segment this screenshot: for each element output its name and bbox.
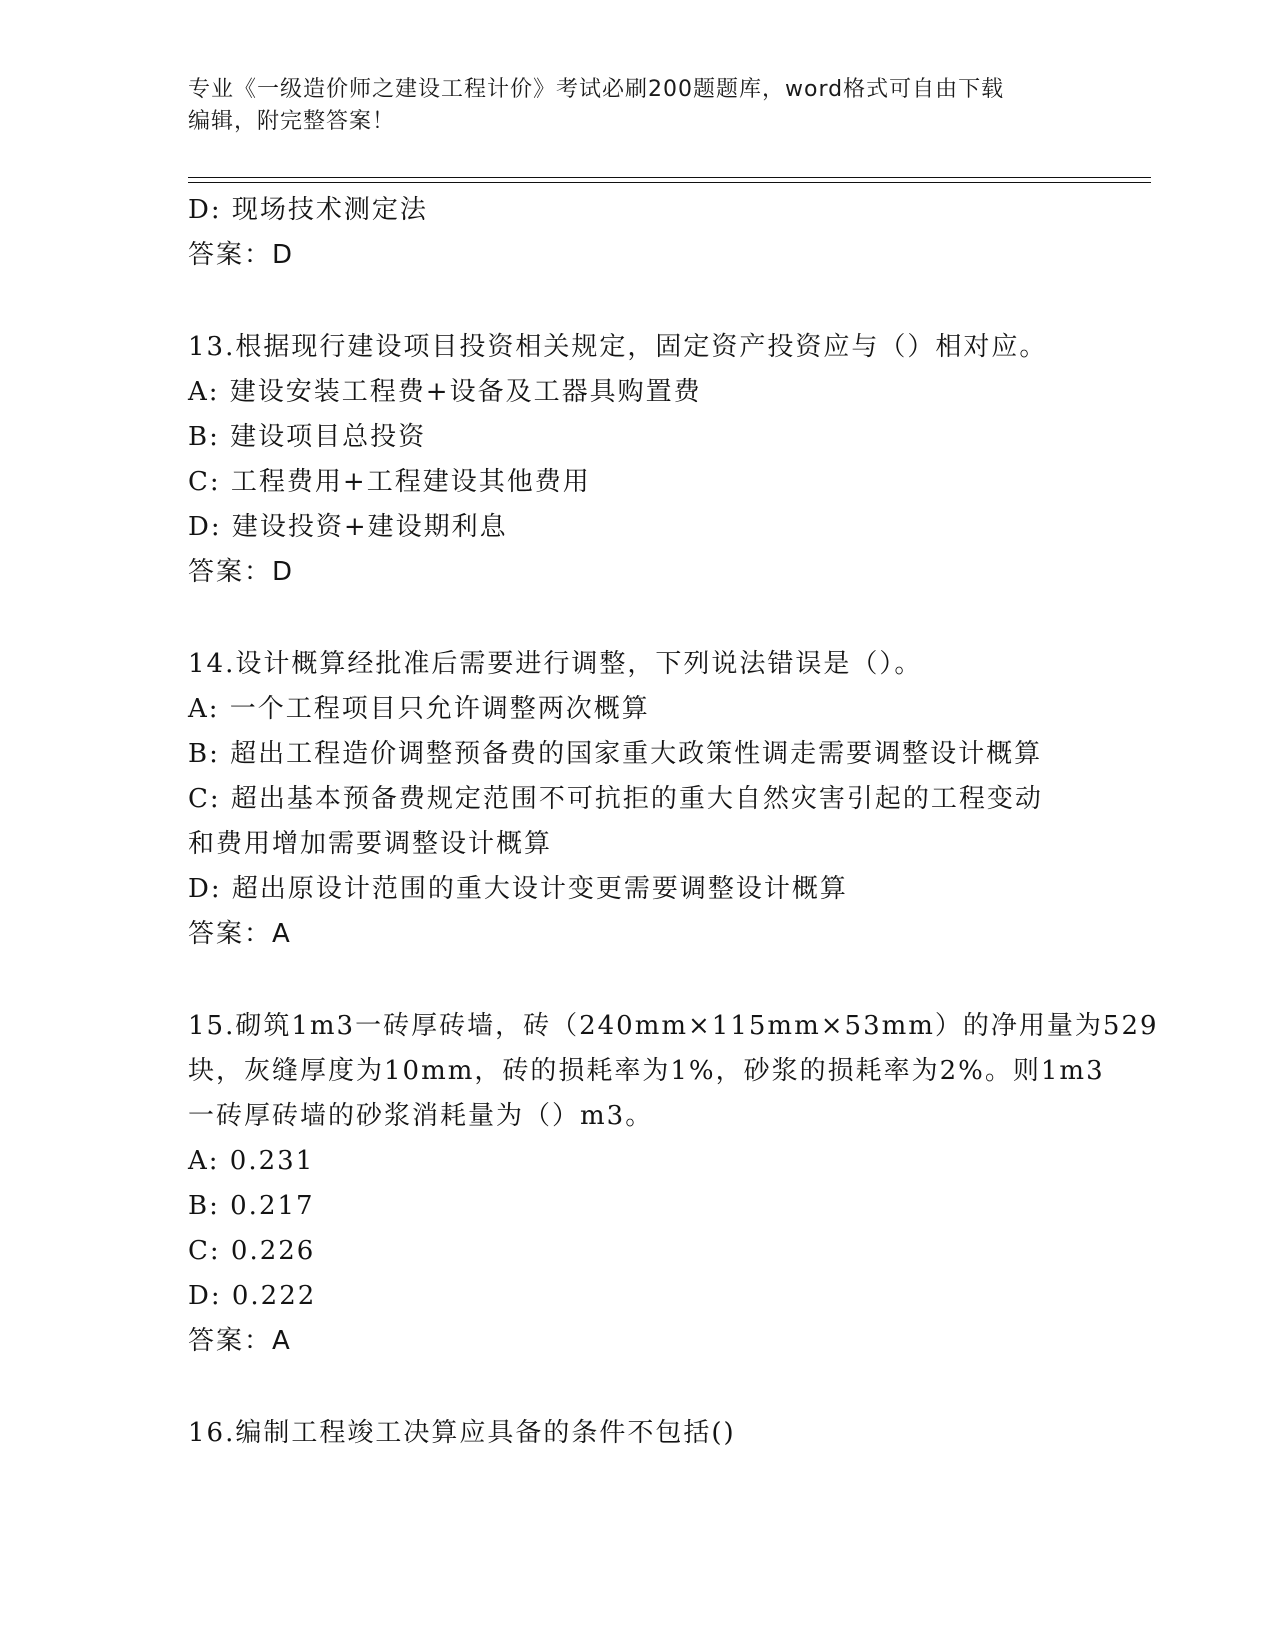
option-b: B: 超出工程造价调整预备费的国家重大政策性调走需要调整设计概算: [188, 739, 1043, 769]
spacer: [188, 595, 1088, 642]
document-header: [188, 74, 1088, 138]
previous-question-tail: [188, 188, 1088, 278]
question-text-line-2: 块，灰缝厚度为10mm，砖的损耗率为1%，砂浆的损耗率为2%。则1m3: [188, 1056, 1105, 1086]
question-text: 13.根据现行建设项目投资相关规定，固定资产投资应与（）相对应。: [188, 332, 1048, 362]
option-c: C: 工程费用+工程建设其他费用: [188, 467, 591, 497]
option-c-line-1: C: 超出基本预备费规定范围不可抗拒的重大自然灾害引起的工程变动: [188, 784, 1043, 814]
option-c-line-2: 和费用增加需要调整设计概算: [188, 829, 553, 859]
question-14: [188, 642, 1088, 957]
question-text-line-1: 15.砌筑1m3一砖厚砖墙，砖（240mm×115mm×53mm）的净用量为529: [188, 1011, 1159, 1041]
option-a: A: 一个工程项目只允许调整两次概算: [188, 694, 650, 724]
question-text: 14.设计概算经批准后需要进行调整，下列说法错误是（）。: [188, 649, 923, 679]
header-line-1: 专业《一级造价师之建设工程计价》考试必刷200题题库，word格式可自由下载: [188, 77, 1005, 102]
option-d: D: 建设投资+建设期利息: [188, 512, 508, 542]
option-b: B: 0.217: [188, 1191, 315, 1221]
answer-line: 答案：D: [188, 557, 295, 587]
question-16: [188, 1411, 1088, 1456]
answer-line: 答案：A: [188, 919, 292, 949]
question-text-line-3: 一砖厚砖墙的砂浆消耗量为（）m3。: [188, 1101, 654, 1131]
header-rule-top: [188, 177, 1151, 178]
question-text: 16.编制工程竣工决算应具备的条件不包括(): [188, 1418, 736, 1448]
question-15: [188, 1004, 1159, 1364]
option-d: D: 0.222: [188, 1281, 317, 1311]
option-d: D: 现场技术测定法: [188, 195, 428, 225]
spacer: [188, 1364, 1088, 1411]
header-line-2: 编辑，附完整答案！: [188, 109, 396, 134]
option-b: B: 建设项目总投资: [188, 422, 427, 452]
header-rule-bottom: [188, 182, 1151, 183]
spacer: [188, 957, 1088, 1004]
answer-line: 答案：A: [188, 1326, 292, 1356]
spacer: [188, 278, 1088, 325]
question-13: [188, 325, 1088, 595]
answer-line: 答案：D: [188, 240, 295, 270]
option-d: D: 超出原设计范围的重大设计变更需要调整设计概算: [188, 874, 848, 904]
option-a: A: 0.231: [188, 1146, 315, 1176]
option-a: A: 建设安装工程费+设备及工器具购置费: [188, 377, 702, 407]
option-c: C: 0.226: [188, 1236, 316, 1266]
document-body: [188, 188, 1159, 1456]
